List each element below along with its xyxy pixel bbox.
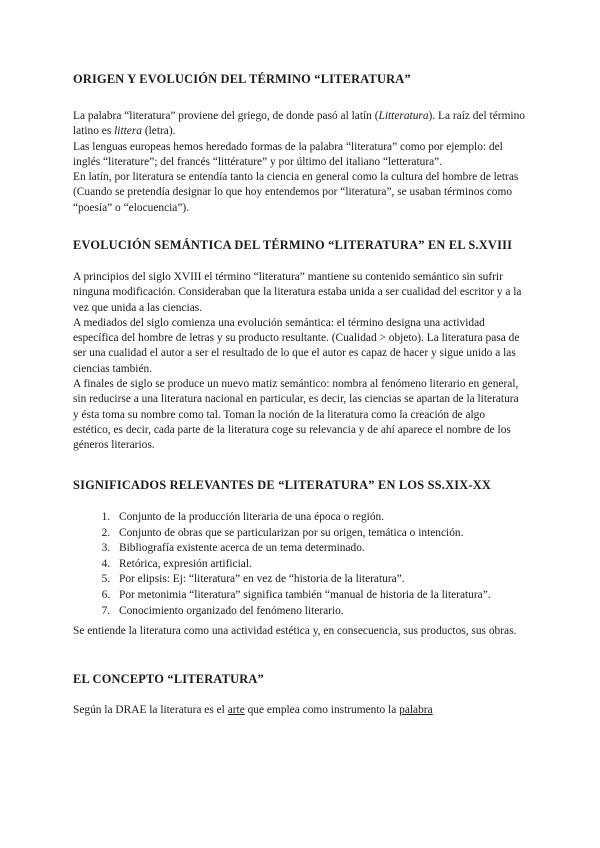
paragraph-origen-2: Las lenguas europeas hemos heredado formas de la palabra “literatura” como por ejemplo: del inglés “literature”; del francés “littérature” y por último del italiano “letteratura”. (73, 140, 503, 168)
text-segment: La palabra “literatura” proviene del griego, de donde pasó al latín ( (73, 110, 379, 122)
paragraph-origen-1 (73, 109, 525, 140)
paragraph-origen-3: En latín, por literatura se entendía tanto la ciencia en general como la cultura del hombre de letras (Cuando se pretendía designar lo que hoy entendemos por “literatura”, se usaban términos como “poesía” o “elocuencia”). (73, 171, 519, 214)
list-item: 4. Retórica, expresión artificial. (113, 557, 533, 573)
paragraph-evolucion-3: A finales de siglo se produce un nuevo matiz semántico: nombra al fenómeno literario en general, sin reducirse a una literatura nacional en particular, es decir, las ciencias se apartan de la literatura y ésta toma su nombre como tal. Toman la noción de la literatura como la creación de algo estético, es decir, cada parte de la literatura coge su relevancia y de ahí aparece el nombre de los géneros literarios. (73, 378, 519, 452)
paragraph-concepto (73, 703, 433, 718)
heading-significados: SIGNIFICADOS RELEVANTES DE “LITERATURA” EN LOS SS.XIX-XX (73, 478, 492, 492)
significados-list (73, 510, 533, 619)
section-origen-body (73, 109, 525, 216)
italic-term-littera: littera (114, 125, 142, 138)
heading-concepto: EL CONCEPTO “LITERATURA” (73, 672, 264, 686)
link-arte[interactable]: arte (227, 704, 245, 716)
list-item: 6. Por metonimia “literatura” significa también “manual de historia de la literatura”. (113, 588, 533, 604)
italic-term-litteratura: Litteratura (378, 110, 429, 122)
list-item: 2. Conjunto de obras que se particularizan por su origen, temática o intención. (113, 526, 533, 542)
paragraph-evolucion-2: A mediados del siglo comienza una evolución semántica: el término designa una actividad específica del hombre de letras y su producto resultante. (Cualidad > objeto). La literatura pasa de ser una cualidad el autor a ser el resultado de lo que el autor es capaz de hacer y sigue unido a las ciencias también. (73, 316, 520, 375)
text-segment: Según la DRAE la literatura es el (73, 704, 228, 716)
list-item: 3. Bibliografía existente acerca de un tema determinado. (113, 541, 533, 557)
paragraph-evolucion-1: A principios del siglo XVIII el término “literatura” mantiene su contenido semántico sin sufrir ninguna modificación. Consideraban que la literatura estaba unida a ser cualidad del escritor y a la vez que unida a las ciencias. (73, 271, 522, 314)
heading-evolucion: EVOLUCIÓN SEMÁNTICA DEL TÉRMINO “LITERATURA” EN EL S.XVIII (73, 238, 513, 252)
text-segment: que emplea como instrumento la (244, 704, 400, 716)
text-segment: (letra). (141, 125, 176, 138)
section-evolucion-body (73, 270, 525, 454)
list-item: 5. Por elipsis: Ej: “literatura” en vez de “historia de la literatura”. (113, 572, 533, 588)
heading-origen: ORIGEN Y EVOLUCIÓN DEL TÉRMINO “LITERATURA” (73, 72, 411, 86)
link-palabra[interactable]: palabra (399, 704, 433, 716)
list-item: 7. Conocimiento organizado del fenómeno literario. (113, 604, 533, 620)
paragraph-significados-closing: Se entiende la literatura como una actividad estética y, en consecuencia, sus productos, sus obras. (73, 625, 517, 637)
list-item: 1. Conjunto de la producción literaria de una época o región. (113, 510, 533, 526)
text-segment: ). La raíz del término latino es (73, 110, 525, 138)
